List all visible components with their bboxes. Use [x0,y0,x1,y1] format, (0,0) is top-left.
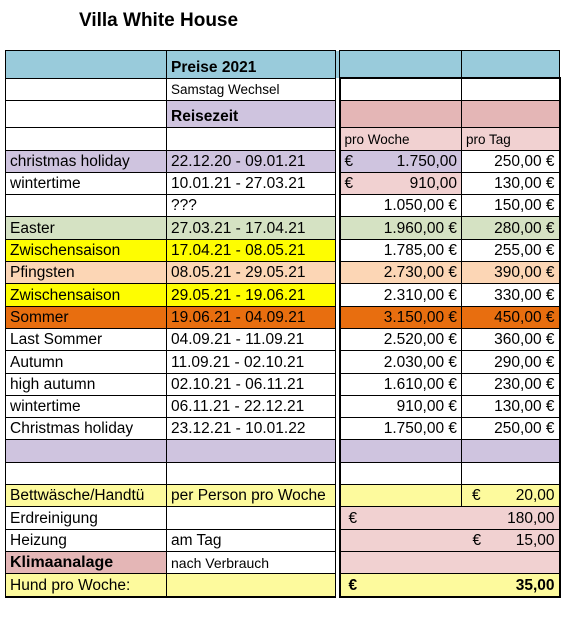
extras-row [6,529,560,551]
table-row [6,284,560,306]
season-name: wintertime [6,172,167,194]
price-day: 250,00 € [462,418,560,440]
empty-cell [6,101,167,128]
empty-cell [6,440,167,462]
extra-label: Klimaanalage [6,551,167,573]
empty-cell [462,440,560,462]
empty-cell [167,507,336,529]
table-row [6,351,560,373]
price-week: 1.050,00 € [340,195,462,217]
price-day: 150,00 € [462,195,560,217]
season-dates: 22.12.20 - 09.01.21 [167,150,336,172]
season-dates: 04.09.21 - 11.09.21 [167,328,336,350]
price-day: 280,00 € [462,217,560,239]
empty-cell [462,462,560,484]
price-table [5,50,561,598]
season-dates: 10.01.21 - 27.03.21 [167,172,336,194]
price-day: 390,00 € [462,262,560,284]
season-dates: 06.11.21 - 22.12.21 [167,395,336,417]
empty-cell [340,78,462,101]
pro-woche-heading: pro Woche [340,128,462,150]
table-row [6,172,560,194]
empty-cell [340,551,560,573]
pro-tag-heading: pro Tag [462,128,560,150]
price-week-value: 1.750,00 [396,152,457,170]
header-cell [462,51,560,79]
season-dates: 23.12.21 - 10.01.22 [167,418,336,440]
extra-label: Erdreinigung [6,507,167,529]
season-dates: 17.04.21 - 08.05.21 [167,239,336,261]
price-day: 330,00 € [462,284,560,306]
empty-cell [340,485,462,507]
empty-cell [167,462,336,484]
price-day: 250,00 € [462,150,560,172]
season-name: high autumn [6,373,167,395]
season-name: Pfingsten [6,262,167,284]
extra-desc: am Tag [167,529,336,551]
empty-cell [6,78,167,101]
price-day: 130,00 € [462,395,560,417]
price-week-value: 910,00 [409,175,457,193]
extras-row [6,551,560,573]
extra-desc: nach Verbrauch [167,551,336,573]
season-dates: 19.06.21 - 04.09.21 [167,306,336,328]
table-row [6,395,560,417]
extra-value [340,529,560,551]
price-week: 1.610,00 € [340,373,462,395]
extras-row [6,507,560,529]
price-week: 2.730,00 € [340,262,462,284]
page-title: Villa White House [79,10,239,31]
season-name: Christmas holiday [6,418,167,440]
extra-value [462,485,560,507]
price-day: 360,00 € [462,328,560,350]
empty-cell [462,101,560,128]
extra-amount: 180,00 [507,509,555,527]
season-dates: 29.05.21 - 19.06.21 [167,284,336,306]
euro-symbol: € [344,152,354,170]
price-week: 1.750,00 € [340,418,462,440]
wechsel-row [6,78,560,101]
extra-value [340,574,560,597]
reisezeit-row [6,101,560,128]
extras-row [6,485,560,507]
table-row [6,418,560,440]
preise-heading: Preise 2021 [167,51,336,79]
price-day: 130,00 € [462,172,560,194]
empty-cell [167,440,336,462]
table-row [6,306,560,328]
season-dates: 11.09.21 - 02.10.21 [167,351,336,373]
season-name: Zwischensaison [6,284,167,306]
season-name [6,195,167,217]
season-name: Last Sommer [6,328,167,350]
empty-cell [167,574,336,597]
spacer-row [6,440,560,462]
season-name: Zwischensaison [6,239,167,261]
price-day: 450,00 € [462,306,560,328]
season-name: christmas holiday [6,150,167,172]
price-week: 910,00 € [340,395,462,417]
extras-row [6,574,560,597]
extra-amount: 15,00 [515,531,555,549]
price-week: 1.960,00 € [340,217,462,239]
header-row [6,51,560,79]
season-name: wintertime [6,395,167,417]
season-name: Easter [6,217,167,239]
extra-value [340,507,560,529]
price-week: 3.150,00 € [340,306,462,328]
season-dates: ??? [167,195,336,217]
extra-desc: per Person pro Woche [167,485,336,507]
season-name: Sommer [6,306,167,328]
empty-cell [167,128,336,150]
price-week [340,172,462,194]
empty-cell [340,462,462,484]
price-week: 1.785,00 € [340,239,462,261]
price-day: 255,00 € [462,239,560,261]
wechsel-label: Samstag Wechsel [167,78,336,101]
season-dates: 08.05.21 - 29.05.21 [167,262,336,284]
header-cell [6,51,167,79]
price-week [340,150,462,172]
price-week: 2.310,00 € [340,284,462,306]
euro-symbol: € [348,509,358,527]
price-day: 290,00 € [462,351,560,373]
season-dates: 02.10.21 - 06.11.21 [167,373,336,395]
header-cell [340,51,462,79]
empty-cell [6,128,167,150]
table-row [6,328,560,350]
euro-symbol: € [348,576,358,594]
price-day: 230,00 € [462,373,560,395]
empty-cell [340,101,462,128]
extra-amount: 35,00 [515,576,555,594]
price-week: 2.030,00 € [340,351,462,373]
euro-symbol: € [472,487,481,505]
table-row [6,195,560,217]
extra-amount: 20,00 [515,487,555,505]
euro-symbol: € [472,531,482,549]
table-row [6,239,560,261]
reisezeit-heading: Reisezeit [167,101,336,128]
table-row [6,150,560,172]
euro-symbol: € [344,175,354,193]
extra-label: Bettwäsche/Handtü [6,485,167,507]
extra-label: Hund pro Woche: [6,574,167,597]
season-dates: 27.03.21 - 17.04.21 [167,217,336,239]
empty-cell [340,440,462,462]
table-row [6,373,560,395]
extra-label: Heizung [6,529,167,551]
subheader-row [6,128,560,150]
price-week: 2.520,00 € [340,328,462,350]
season-name: Autumn [6,351,167,373]
table-row [6,217,560,239]
spacer-row [6,462,560,484]
empty-cell [462,78,560,101]
empty-cell [6,462,167,484]
table-row [6,262,560,284]
